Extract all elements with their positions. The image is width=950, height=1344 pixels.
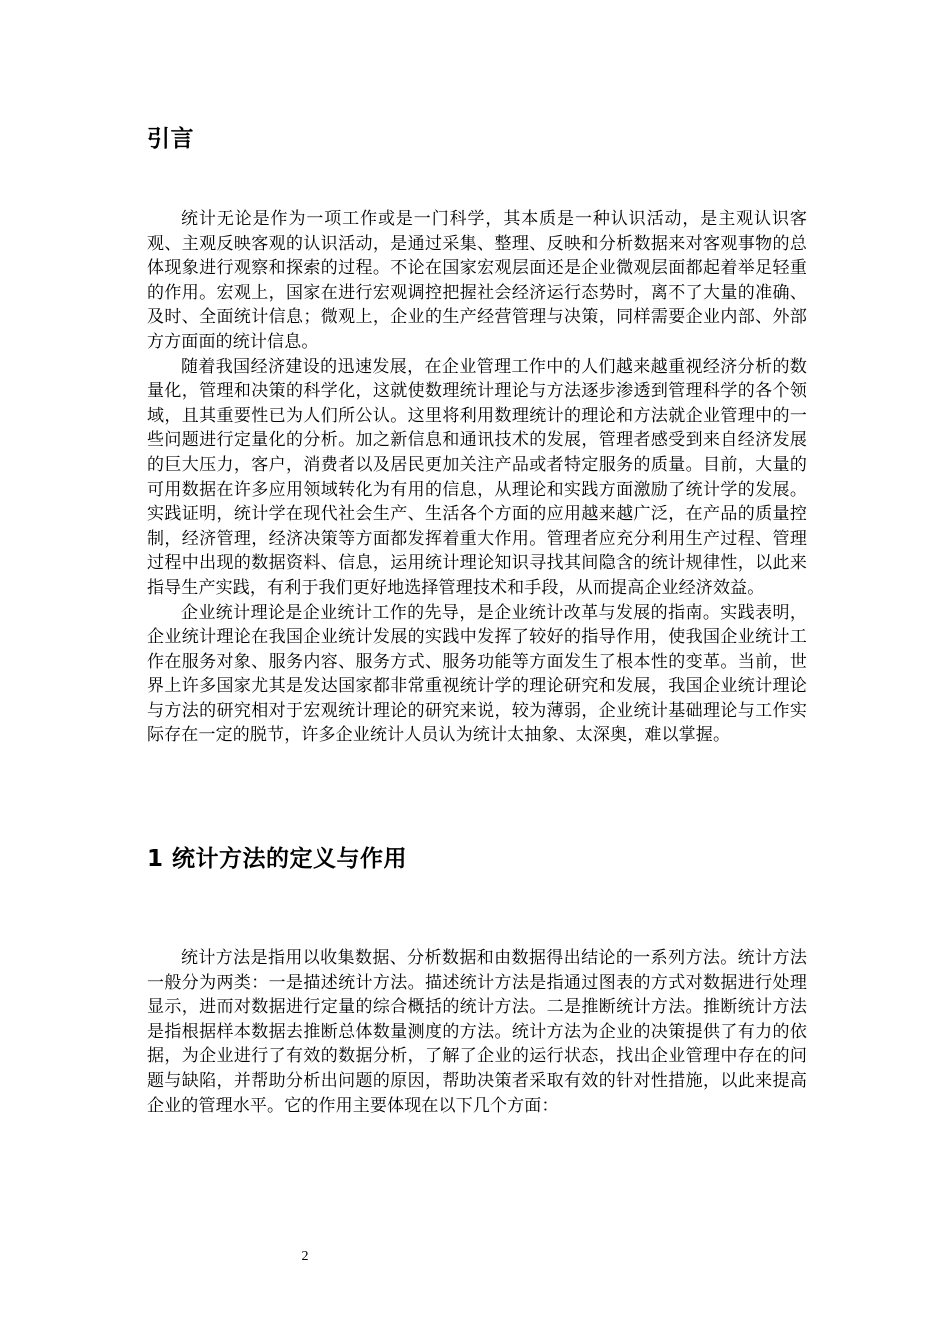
page-number: 2 [301,1249,309,1264]
section-1-body [147,946,807,1118]
intro-paragraph-2: 随着我国经济建设的迅速发展，在企业管理工作中的人们越来越重视经济分析的数量化，管理和决策的科学化，这就使数理统计理论与方法逐步渗透到管理科学的各个领域，且其重要性已为人们所公认。这里将利用数理统计的理论和方法就企业管理中的一些问题进行定量化的分析。加之新信息和通讯技术的发展，管理者感受到来自经济发展的巨大压力，客户，消费者以及居民更加关注产品或者特定服务的质量。目前，大量的可用数据在许多应用领域转化为有用的信息，从理论和实践方面激励了统计学的发展。实践证明，统计学在现代社会生产、生活各个方面的应用越来越广泛，在产品的质量控制，经济管理，经济决策等方面都发挥着重大作用。管理者应充分利用生产过程、管理过程中出现的数据资料、信息，运用统计理论知识寻找其间隐含的统计规律性，以此来指导生产实践，有利于我们更好地选择管理技术和手段，从而提高企业经济效益。 [147,356,807,598]
section-1-heading: 1 统计方法的定义与作用 [147,846,408,872]
section-1-paragraph-1: 统计方法是指用以收集数据、分析数据和由数据得出结论的一系列方法。统计方法一般分为两类：一是描述统计方法。描述统计方法是指通过图表的方式对数据进行处理显示，进而对数据进行定量的综合概括的统计方法。二是推断统计方法。推断统计方法是指根据样本数据去推断总体数量测度的方法。统计方法为企业的决策提供了有力的依据，为企业进行了有效的数据分析，了解了企业的运行状态，找出企业管理中存在的问题与缺陷，并帮助分析出问题的原因，帮助决策者采取有效的针对性措施，以此来提高企业的管理水平。它的作用主要体现在以下几个方面： [147,948,807,1116]
intro-paragraph-3: 企业统计理论是企业统计工作的先导，是企业统计改革与发展的指南。实践表明，企业统计理论在我国企业统计发展的实践中发挥了较好的指导作用，使我国企业统计工作在服务对象、服务内容、服务方式、服务功能等方面发生了根本性的变革。当前，世界上许多国家尤其是发达国家都非常重视统计学的理论研究和发展，我国企业统计理论与方法的研究相对于宏观统计理论的研究来说，较为薄弱，企业统计基础理论与工作实际存在一定的脱节，许多企业统计人员认为统计太抽象、太深奥，难以掌握。 [147,602,807,746]
intro-heading: 引言 [147,126,194,152]
intro-paragraph-1: 统计无论是作为一项工作或是一门科学，其本质是一种认识活动，是主观认识客观、主观反映客观的认识活动，是通过采集、整理、反映和分析数据来对客观事物的总体现象进行观察和探索的过程。不论在国家宏观层面还是企业微观层面都起着举足轻重的作用。宏观上，国家在进行宏观调控把握社会经济运行态势时，离不了大量的准确、及时、全面统计信息；微观上，企业的生产经营管理与决策，同样需要企业内部、外部方方面面的统计信息。 [147,209,807,352]
intro-body [147,207,807,748]
